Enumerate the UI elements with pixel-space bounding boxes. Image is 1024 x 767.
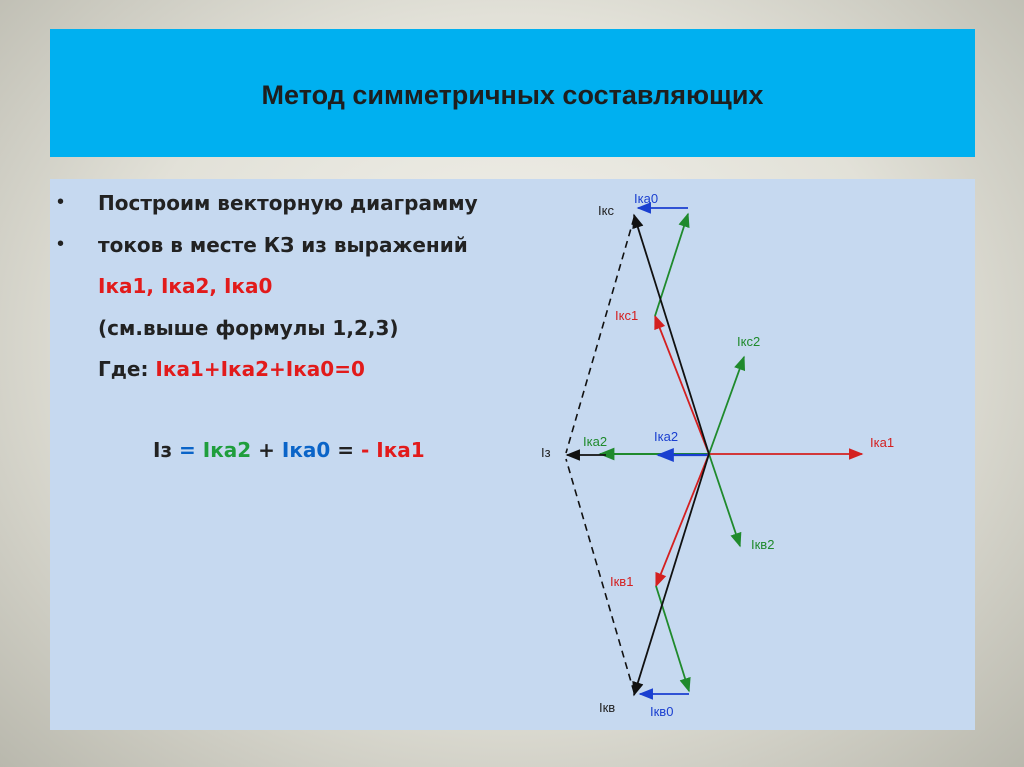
- vector-ikc2: [709, 357, 744, 454]
- vector-ikv: [634, 454, 709, 695]
- label-ikv: Iкв: [599, 700, 616, 715]
- components-line: Iка1, Iка2, Iка0: [98, 274, 273, 298]
- bullet-1-text: Построим векторную диаграмму: [98, 191, 478, 215]
- label-ikc1: Iкс1: [615, 308, 639, 323]
- equation-term-ka0: Iка0: [281, 438, 331, 462]
- vector-ikc2-translated: [655, 214, 688, 316]
- dashed-line-upper: [566, 218, 634, 453]
- vector-ikv2: [709, 454, 740, 546]
- where-expression: Iка1+Iка2+Iка0=0: [155, 357, 365, 381]
- label-ikv1: Iкв1: [610, 574, 634, 589]
- label-ikc: Iкс: [598, 203, 614, 218]
- label-ika0-top: Iка0: [634, 191, 659, 206]
- label-iz: Iз: [541, 445, 551, 460]
- vector-ikv1: [656, 454, 709, 586]
- label-ika2-green: Iка2: [583, 434, 608, 449]
- label-ika2-blue: Iка2: [654, 429, 679, 444]
- formula-ref: (см.выше формулы 1,2,3): [98, 316, 399, 340]
- equation-eq1: =: [172, 438, 203, 462]
- vector-ikv2-translated: [656, 586, 689, 691]
- equation-eq2: =: [330, 438, 361, 462]
- equation-plus: +: [251, 438, 282, 462]
- bullet-2-text: токов в месте КЗ из выражений: [98, 233, 468, 257]
- equation-term-ka2: Iка2: [202, 438, 252, 462]
- label-ikc2: Iкс2: [737, 334, 761, 349]
- label-ika1: Iка1: [870, 435, 895, 450]
- label-ikv2: Iкв2: [751, 537, 775, 552]
- bullet-2-marker: •: [57, 233, 65, 255]
- equation-term-ka1: - Iка1: [361, 438, 425, 462]
- bullet-1-marker: •: [57, 191, 65, 213]
- slide-title: Метод симметричных составляющих: [261, 79, 764, 110]
- label-ikv0: Iкв0: [650, 704, 674, 719]
- vector-ikc: [634, 215, 709, 454]
- equation-lhs: Iз: [153, 438, 173, 462]
- where-label: Где:: [98, 357, 156, 381]
